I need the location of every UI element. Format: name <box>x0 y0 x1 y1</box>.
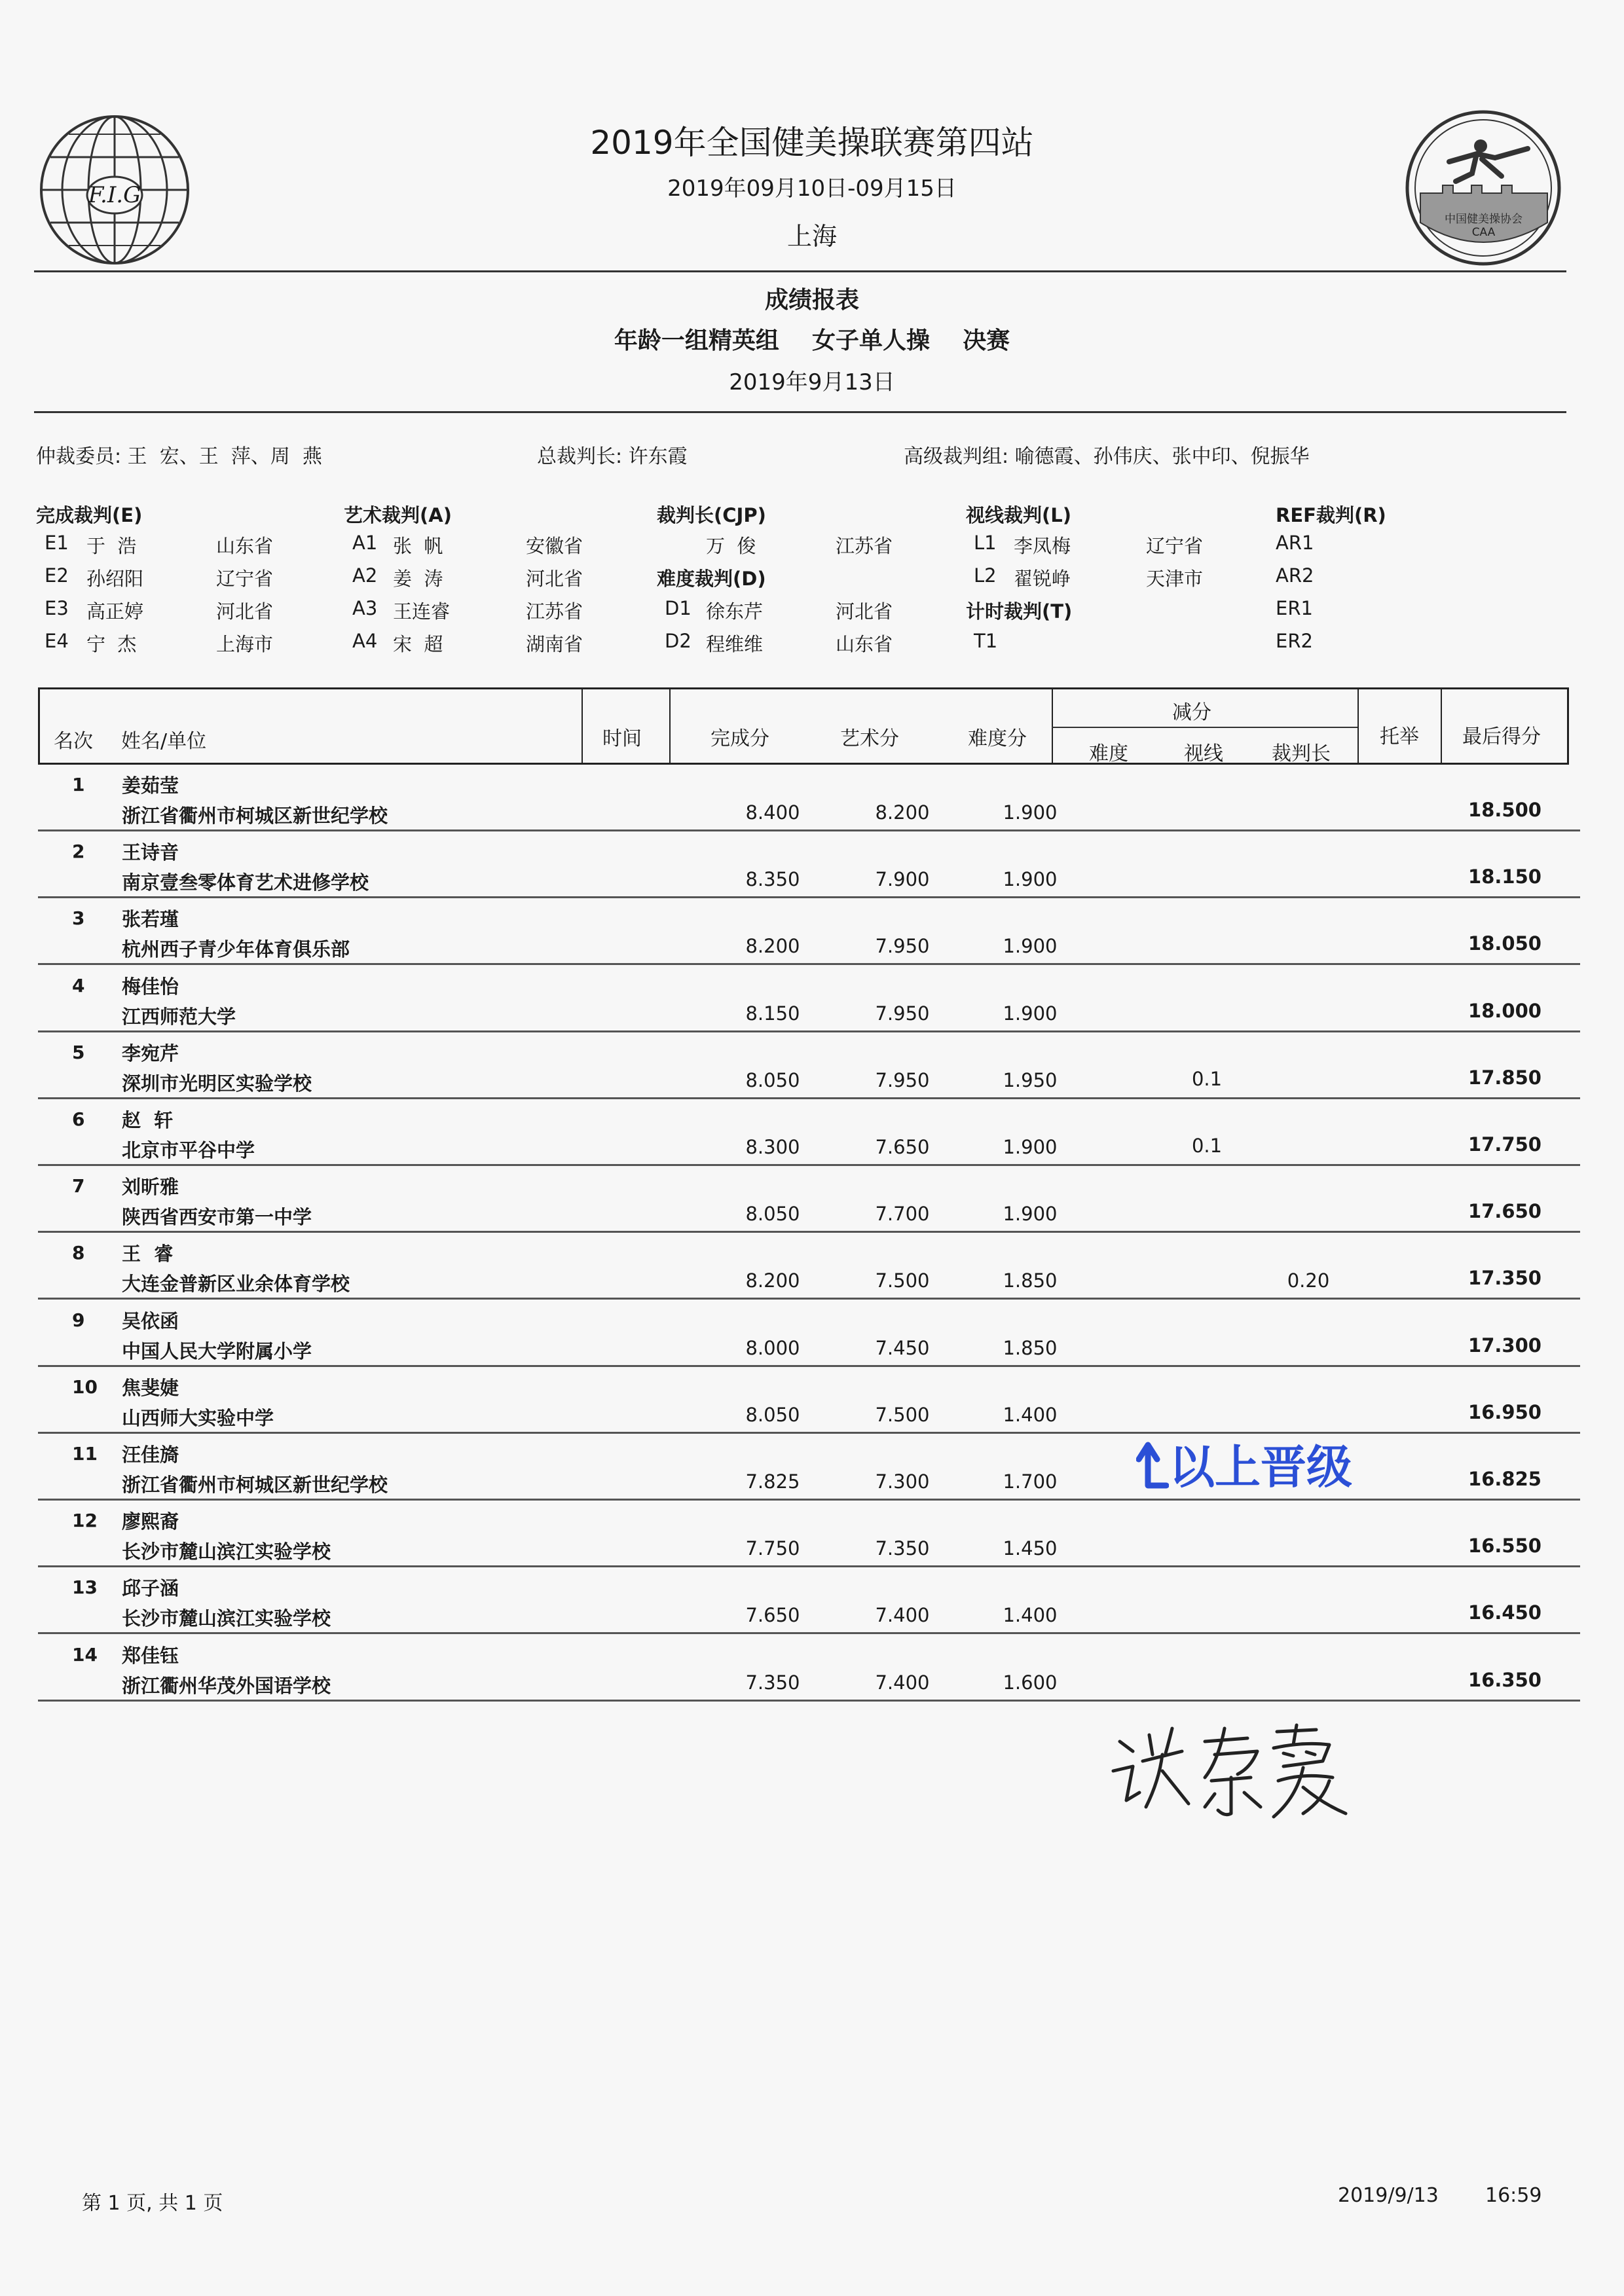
final-score: 18.500 <box>1468 799 1541 821</box>
athlete-rank: 7 <box>72 1175 85 1197</box>
artistic-score: 7.950 <box>875 935 930 958</box>
results-table-header <box>38 687 1569 765</box>
difficulty-score: 1.900 <box>1003 935 1058 958</box>
caa-logo-sub: CAA <box>1471 226 1496 239</box>
judges-panel: 完成裁判(E) E1 于 浩 山东省 E2 孙绍阳 辽宁省 E3 高正婷 河北省 E4 宁 杰 上海市 艺术裁判(A) A1 张 帆 安徽省 A2 姜 涛 河北省 A3 王连睿 江苏省 A4 宋 超 湖南省 裁判长(CJP) 万 俊 江苏省 难度裁判(D) D1 徐东芹 河北省 D2 程维维 山东省 视线裁判(L) L1 李凤梅 辽宁省 L2 翟锐峥 天津市 计时裁判(T) T1 REF裁判(R) AR1 AR2 ER1 ER2 <box>0 0 1624 655</box>
final-score: 18.050 <box>1468 932 1541 955</box>
difficulty-score: 1.400 <box>1003 1604 1058 1627</box>
execution-score: 8.200 <box>745 935 800 958</box>
header-time: 时间 <box>602 727 642 750</box>
athlete-name: 吴依函 <box>122 1309 179 1332</box>
difficulty-score: 1.700 <box>1003 1470 1058 1493</box>
final-score: 17.300 <box>1468 1334 1541 1357</box>
athlete-rank: 5 <box>72 1041 85 1063</box>
chief-judge: 总裁判长: 许东霞 <box>537 445 688 468</box>
advance-text: 以上晋级 <box>1169 1440 1352 1494</box>
final-score: 18.000 <box>1468 999 1541 1022</box>
difficulty-score: 1.850 <box>1003 1269 1058 1292</box>
athlete-unit: 中国人民大学附属小学 <box>122 1339 312 1362</box>
artistic-judges-head: 艺术裁判(A) <box>344 504 452 526</box>
header-lift: 托举 <box>1380 725 1419 748</box>
report-date: 2019年9月13日 <box>729 369 895 395</box>
difficulty-score: 1.950 <box>1003 1068 1058 1091</box>
final-score: 17.350 <box>1468 1267 1541 1290</box>
athlete-name: 刘昕雅 <box>122 1176 179 1199</box>
up-arrow-icon <box>1136 1438 1169 1491</box>
result-row <box>38 1635 1580 1702</box>
athlete-rank: 1 <box>72 774 85 795</box>
row-divider <box>38 1700 1580 1702</box>
athlete-unit: 江西师范大学 <box>122 1005 236 1028</box>
athlete-unit: 长沙市麓山滨江实验学校 <box>122 1607 331 1630</box>
athlete-name: 廖熙裔 <box>122 1510 179 1533</box>
page-number: 第 1 页, 共 1 页 <box>82 2192 223 2215</box>
result-row <box>38 966 1580 1032</box>
difficulty-score: 1.400 <box>1003 1403 1058 1426</box>
final-score: 17.850 <box>1468 1066 1541 1089</box>
execution-score: 7.350 <box>745 1671 800 1694</box>
execution-score: 8.400 <box>745 801 800 824</box>
execution-score: 8.050 <box>745 1068 800 1091</box>
athlete-unit: 北京市平谷中学 <box>122 1139 255 1161</box>
artistic-score: 7.950 <box>875 1068 930 1091</box>
athlete-unit: 浙江衢州华茂外国语学校 <box>122 1674 331 1697</box>
header-rank: 名次 <box>54 730 93 753</box>
athlete-name: 王诗音 <box>122 841 179 864</box>
execution-score: 8.350 <box>745 868 800 891</box>
athlete-rank: 2 <box>72 841 85 863</box>
execution-score: 8.050 <box>745 1403 800 1426</box>
chief-judge-signature <box>1107 1715 1369 1827</box>
athlete-name: 梅佳怡 <box>122 975 179 998</box>
result-row <box>38 1300 1580 1367</box>
athlete-unit: 深圳市光明区实验学校 <box>122 1072 312 1095</box>
execution-score: 7.650 <box>745 1604 800 1627</box>
print-date: 2019/9/13 <box>1338 2184 1439 2207</box>
execution-score: 7.825 <box>745 1470 800 1493</box>
result-row <box>38 1367 1580 1434</box>
athlete-name: 姜茹莹 <box>122 774 179 797</box>
print-time: 16:59 <box>1485 2184 1542 2207</box>
line-deduction: 0.1 <box>1191 1067 1223 1090</box>
artistic-score: 7.900 <box>875 868 930 891</box>
artistic-score: 7.700 <box>875 1203 930 1226</box>
result-row <box>38 1099 1580 1166</box>
execution-score: 8.150 <box>745 1002 800 1025</box>
athlete-rank: 6 <box>72 1108 85 1130</box>
athlete-name: 汪佳旖 <box>122 1444 179 1466</box>
artistic-score: 7.400 <box>875 1604 930 1627</box>
final-score: 18.150 <box>1468 866 1541 888</box>
artistic-score: 7.350 <box>875 1537 930 1560</box>
header-final: 最后得分 <box>1462 725 1541 748</box>
report-title: 成绩报表 <box>764 287 859 314</box>
artistic-score: 7.500 <box>875 1403 930 1426</box>
final-score: 16.350 <box>1468 1668 1541 1691</box>
athlete-name: 王 睿 <box>122 1243 174 1266</box>
difficulty-judges-head: 难度裁判(D) <box>657 568 766 590</box>
difficulty-score: 1.600 <box>1003 1671 1058 1694</box>
header-artistic: 艺术分 <box>840 727 899 750</box>
final-score: 17.650 <box>1468 1200 1541 1223</box>
result-row <box>38 1567 1580 1634</box>
athlete-rank: 10 <box>72 1376 98 1398</box>
athlete-rank: 13 <box>72 1576 98 1599</box>
line-deduction: 0.1 <box>1191 1135 1223 1157</box>
chief-deduction: 0.20 <box>1287 1269 1330 1292</box>
artistic-score: 8.200 <box>875 801 930 824</box>
athlete-name: 赵 轩 <box>122 1109 174 1131</box>
final-score: 17.750 <box>1468 1133 1541 1156</box>
execution-score: 8.000 <box>745 1336 800 1359</box>
artistic-score: 7.650 <box>875 1136 930 1158</box>
athlete-rank: 8 <box>72 1242 85 1264</box>
fig-logo-text: F.I.G <box>88 182 141 208</box>
final-score: 16.825 <box>1468 1468 1541 1490</box>
event-city: 上海 <box>786 222 837 251</box>
athlete-unit: 浙江省衢州市柯城区新世纪学校 <box>122 1474 388 1496</box>
execution-score: 8.300 <box>745 1136 800 1158</box>
event-dates: 2019年09月10日-09月15日 <box>667 175 957 202</box>
artistic-score: 7.500 <box>875 1269 930 1292</box>
result-row <box>38 1166 1580 1233</box>
artistic-score: 7.400 <box>875 1671 930 1694</box>
header-deductions: 减分 <box>1172 701 1211 724</box>
senior-panel: 高级裁判组: 喻德霞、孙伟庆、张中印、倪振华 <box>904 445 1310 468</box>
athlete-unit: 浙江省衢州市柯城区新世纪学校 <box>122 805 388 827</box>
caa-logo-text: 中国健美操协会 <box>1445 213 1522 226</box>
difficulty-score: 1.900 <box>1003 1002 1058 1025</box>
result-row <box>38 1233 1580 1300</box>
athlete-name: 邱子涵 <box>122 1577 179 1600</box>
cjp-head: 裁判长(CJP) <box>657 504 766 526</box>
difficulty-score: 1.450 <box>1003 1537 1058 1560</box>
athlete-rank: 11 <box>72 1443 98 1465</box>
header-ded-chief: 裁判长 <box>1272 742 1331 765</box>
artistic-score: 7.950 <box>875 1002 930 1025</box>
difficulty-score: 1.900 <box>1003 1136 1058 1158</box>
execution-judges-head: 完成裁判(E) <box>36 504 143 526</box>
athlete-name: 张若瑾 <box>122 908 179 931</box>
athlete-unit: 陕西省西安市第一中学 <box>122 1206 312 1229</box>
athlete-rank: 12 <box>72 1510 98 1532</box>
athlete-unit: 山西师大实验中学 <box>122 1406 274 1429</box>
execution-score: 7.750 <box>745 1537 800 1560</box>
header-execution: 完成分 <box>710 727 769 750</box>
execution-score: 8.050 <box>745 1203 800 1226</box>
result-row <box>38 831 1580 898</box>
final-score: 16.550 <box>1468 1535 1541 1558</box>
difficulty-score: 1.850 <box>1003 1336 1058 1359</box>
athlete-name: 焦斐婕 <box>122 1376 179 1399</box>
athlete-name: 郑佳钰 <box>122 1644 179 1667</box>
athlete-rank: 9 <box>72 1309 85 1331</box>
event-title: 2019年全国健美操联赛第四站 <box>590 124 1034 162</box>
report-category: 年龄一组精英组 女子单人操 决赛 <box>614 327 1010 354</box>
ref-judges-head: REF裁判(R) <box>1276 504 1386 526</box>
arbitration-committee: 仲裁委员: 王 宏、王 萍、周 燕 <box>36 445 322 468</box>
athlete-rank: 4 <box>72 974 85 996</box>
advance-annotation <box>1136 1430 1352 1497</box>
execution-score: 8.200 <box>745 1269 800 1292</box>
result-row <box>38 765 1580 831</box>
difficulty-score: 1.900 <box>1003 1203 1058 1226</box>
header-name-unit: 姓名/单位 <box>121 730 207 753</box>
time-judges-head: 计时裁判(T) <box>966 600 1073 623</box>
athlete-rank: 3 <box>72 907 85 930</box>
line-judges-head: 视线裁判(L) <box>966 504 1071 526</box>
athlete-unit: 南京壹叁零体育艺术进修学校 <box>122 871 369 894</box>
header-difficulty: 难度分 <box>968 727 1027 750</box>
athlete-name: 李宛芹 <box>122 1042 179 1065</box>
result-row <box>38 1032 1580 1099</box>
final-score: 16.450 <box>1468 1601 1541 1624</box>
artistic-score: 7.450 <box>875 1336 930 1359</box>
header-ded-line: 视线 <box>1184 742 1223 765</box>
athlete-unit: 大连金普新区业余体育学校 <box>122 1273 350 1296</box>
athlete-unit: 杭州西子青少年体育俱乐部 <box>122 938 350 961</box>
result-row <box>38 1501 1580 1567</box>
artistic-score: 7.300 <box>875 1470 930 1493</box>
difficulty-score: 1.900 <box>1003 801 1058 824</box>
athlete-rank: 14 <box>72 1643 98 1666</box>
athlete-unit: 长沙市麓山滨江实验学校 <box>122 1540 331 1563</box>
result-row <box>38 898 1580 965</box>
difficulty-score: 1.900 <box>1003 868 1058 891</box>
final-score: 16.950 <box>1468 1400 1541 1423</box>
header-ded-difficulty: 难度 <box>1089 742 1128 765</box>
